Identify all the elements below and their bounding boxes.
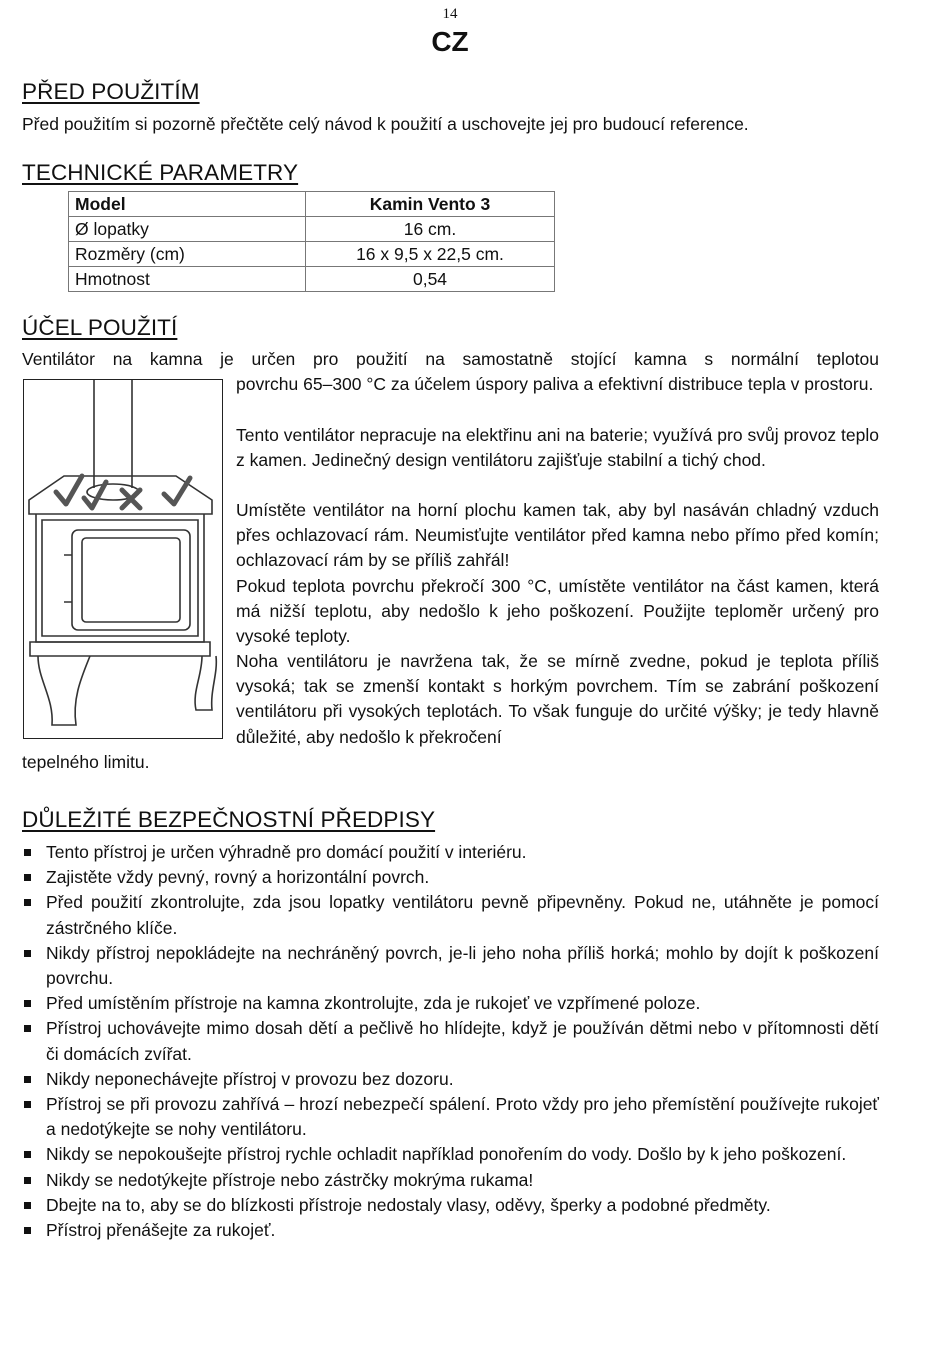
spec-row	[69, 267, 555, 292]
list-item: Před umístěním přístroje na kamna zkontrolujte, zda je rukojeť ve vzpřímené poloze.	[22, 991, 879, 1016]
section-title-safety: DŮLEŽITÉ BEZPEČNOSTNÍ PŘEDPISY	[22, 807, 436, 832]
list-item: Nikdy se nepokoušejte přístroj rychle ochladit například ponořením do vody. Došlo by k jeho poškození.	[22, 1142, 879, 1167]
spec-row	[69, 242, 555, 267]
spec-label: Rozměry (cm)	[69, 242, 306, 267]
purpose-first-line: Ventilátor na kamna je určen pro použití na samostatně stojící kamna s normální teplotou	[22, 349, 879, 369]
spec-value: 16 cm.	[306, 217, 555, 242]
section-title-purpose: ÚČEL POUŽITÍ	[22, 315, 178, 340]
section-title-tech: TECHNICKÉ PARAMETRY	[22, 160, 299, 185]
purpose-paragraph-4: Pokud teplota povrchu překročí 300 °C, umístěte ventilátor na část kamen, která má nižší teplotu, aby nedošlo k jeho poškození. Použijte teploměr určený pro vysoké teploty.	[236, 576, 879, 647]
list-item: Tento přístroj je určen výhradně pro domácí použití v interiéru.	[22, 840, 879, 865]
spec-row	[69, 217, 555, 242]
spec-table	[68, 191, 555, 292]
list-item: Zajistěte vždy pevný, rovný a horizontální povrch.	[22, 865, 879, 890]
stove-illustration	[23, 379, 223, 739]
purpose-paragraph-3: Umístěte ventilátor na horní plochu kamen tak, aby byl nasáván chladný vzduch přes ochlazovací rám. Neumisťujte ventilátor před kamna nebo přímo před komín; ochlazovací rám by se příliš zahřál!	[236, 500, 879, 571]
purpose-paragraph-2: Tento ventilátor nepracuje na elektřinu ani na baterie; využívá pro svůj provoz teplo z kamen. Jedinečný design ventilátoru zajišťuje stabilní a tichý chod.	[236, 425, 879, 471]
spec-value: 16 x 9,5 x 22,5 cm.	[306, 242, 555, 267]
safety-list	[22, 840, 879, 1243]
section-title-before-use: PŘED POUŽITÍM	[22, 79, 200, 104]
language-code: CZ	[431, 26, 469, 57]
spec-label: Model	[69, 192, 306, 217]
purpose-last-line: tepelného limitu.	[22, 752, 150, 772]
list-item: Nikdy neponechávejte přístroj v provozu bez dozoru.	[22, 1067, 879, 1092]
list-item: Přístroj přenášejte za rukojeť.	[22, 1218, 879, 1243]
spec-value: 0,54	[306, 267, 555, 292]
spec-value: Kamin Vento 3	[306, 192, 555, 217]
list-item: Nikdy přístroj nepokládejte na nechráněný povrch, je-li jeho noha příliš horká; mohlo by dojít k poškození povrchu.	[22, 941, 879, 991]
purpose-paragraph-5: Noha ventilátoru je navržena tak, že se mírně zvedne, pokud je teplota příliš vysoká; tak se zmenší kontakt s horkým povrchem. Tím se zabrání poškození ventilátoru při vysokých teplotách. To však funguje do určité výšky; je tedy hlavně důležité, aby nedošlo k překročení	[236, 651, 879, 747]
list-item: Přístroj se při provozu zahřívá – hrozí nebezpečí spálení. Proto vždy pro jeho přemístění používejte rukojeť a nedotýkejte se nohy ventilátoru.	[22, 1092, 879, 1142]
stove-drawing	[24, 380, 222, 738]
list-item: Před použití zkontrolujte, zda jsou lopatky ventilátoru pevně připevněny. Pokud ne, utáhněte je pomocí zástrčného klíče.	[22, 890, 879, 940]
spec-label: Ø lopatky	[69, 217, 306, 242]
page-number: 14	[442, 6, 458, 22]
list-item: Nikdy se nedotýkejte přístroje nebo zástrčky mokrýma rukama!	[22, 1168, 879, 1193]
purpose-paragraph-1: povrchu 65–300 °C za účelem úspory paliva a efektivní distribuce tepla v prostoru.	[236, 374, 874, 394]
spec-row	[69, 192, 555, 217]
list-item: Přístroj uchovávejte mimo dosah dětí a pečlivě ho hlídejte, když je používán dětmi nebo v přítomnosti dětí či domácích zvířat.	[22, 1016, 879, 1066]
list-item: Dbejte na to, aby se do blízkosti přístroje nedostaly vlasy, oděvy, šperky a podobné předměty.	[22, 1193, 879, 1218]
spec-label: Hmotnost	[69, 267, 306, 292]
before-use-text: Před použitím si pozorně přečtěte celý návod k použití a uschovejte jej pro budoucí reference.	[22, 114, 749, 134]
